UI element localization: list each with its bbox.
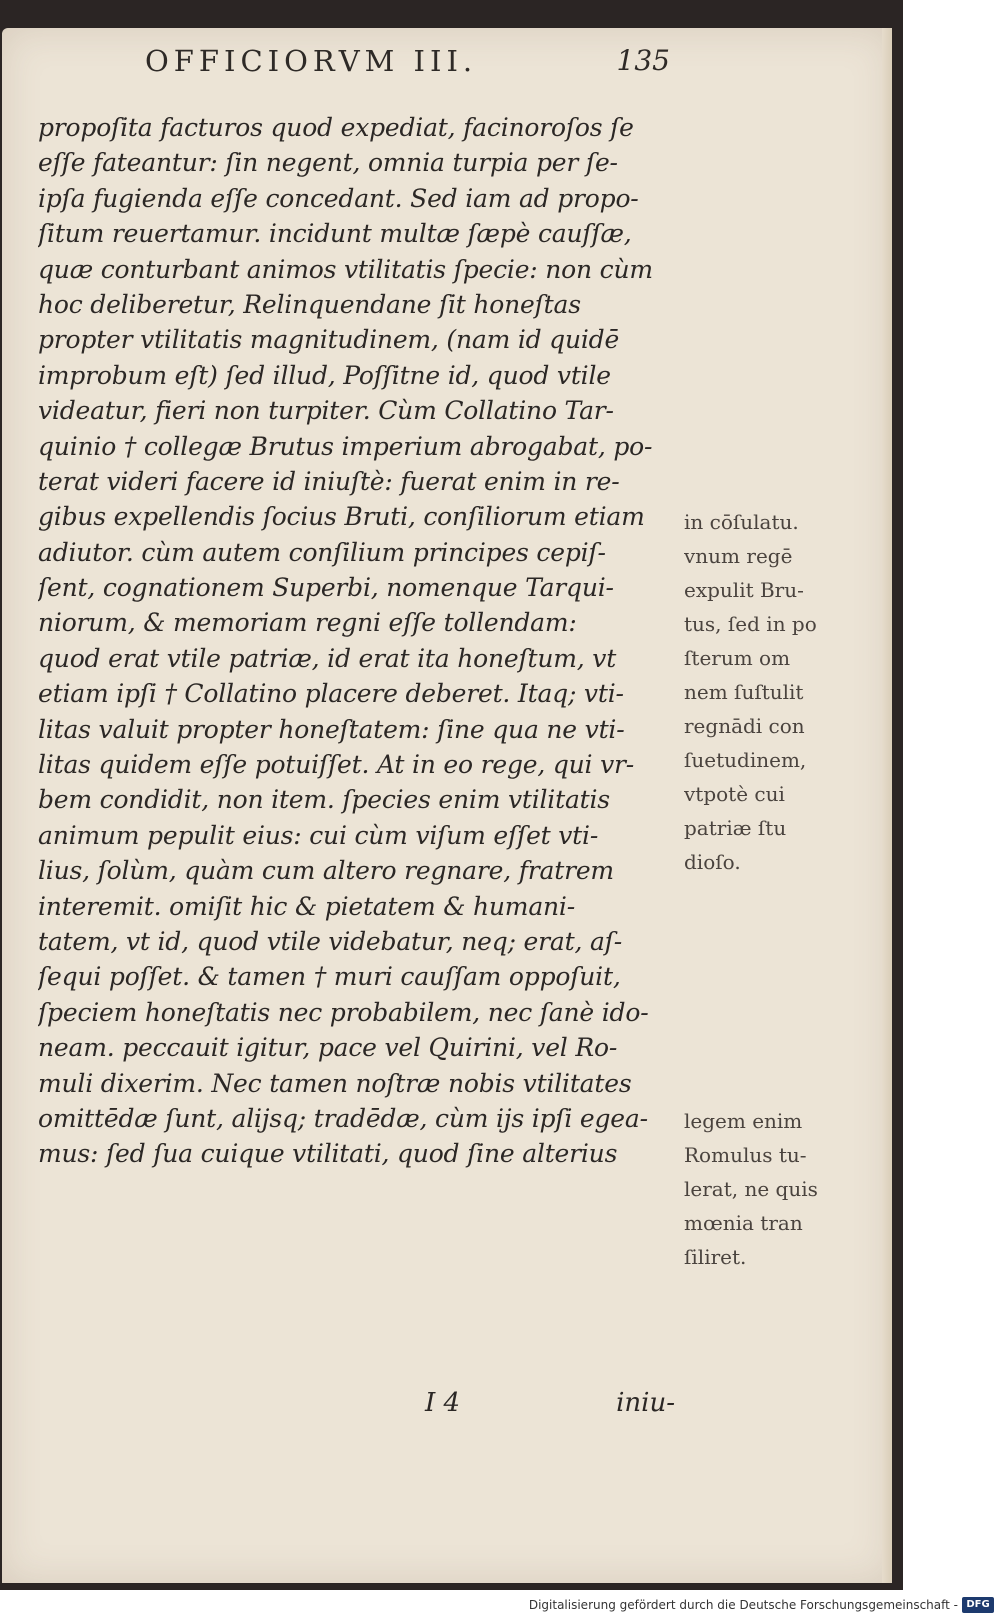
- margin-note-line: ſterum om: [684, 646, 791, 670]
- text-line: animum pepulit eius: cui cùm viſum eſſet vti-: [38, 820, 599, 850]
- text-line: adiutor. cùm autem conſilium principes cepiſ-: [38, 537, 606, 567]
- text-line: litas valuit propter honeſtatem: ſine qua ne vti-: [38, 714, 625, 744]
- digitization-footer: [0, 1590, 1000, 1623]
- text-line: ſequi poſſet. & tamen † muri cauſſam oppoſuit,: [38, 962, 621, 992]
- margin-note-line: Romulus tu-: [684, 1143, 807, 1167]
- running-head: OFFICIORVM III.: [145, 44, 478, 78]
- margin-note-line: vtpotè cui: [684, 782, 785, 806]
- text-line: ipſa fugienda eſſe concedant. Sed iam ad propo-: [38, 183, 639, 213]
- text-line: hoc deliberetur, Relinquendane ſit honeſtas: [38, 289, 581, 319]
- text-line: muli dixerim. Nec tamen noſtræ nobis vtilitates: [38, 1068, 632, 1098]
- dfg-logo: DFG: [962, 1597, 994, 1613]
- margin-note-romulus: [684, 1104, 844, 1274]
- margin-note-line: tus, ſed in po: [684, 612, 817, 636]
- margin-note-line: regnādi con: [684, 714, 805, 738]
- text-line: quod erat vtile patriæ, id erat ita honeſtum, vt: [38, 643, 617, 673]
- margin-note-line: legem enim: [684, 1109, 803, 1133]
- signature-line: [425, 1388, 675, 1424]
- margin-note-line: patriæ ſtu: [684, 816, 787, 840]
- margin-note-line: mœnia tran: [684, 1211, 803, 1235]
- text-line: quinio † collegæ Brutus imperium abrogabat, po-: [38, 431, 653, 461]
- margin-note-line: expulit Bru-: [684, 578, 804, 602]
- text-line: propter vtilitatis magnitudinem, (nam id quidē: [38, 325, 620, 355]
- text-line: bem condidit, non item. ſpecies enim vtilitatis: [38, 785, 610, 815]
- text-line: etiam ipſi † Collatino placere deberet. Itaq; vti-: [38, 679, 624, 709]
- margin-note-consulate: [684, 505, 844, 879]
- page-header: [145, 44, 670, 84]
- margin-note-line: nem ſuſtulit: [684, 680, 804, 704]
- margin-note-line: ſuetudinem,: [684, 748, 807, 772]
- text-line: neam. peccauit igitur, pace vel Quirini, vel Ro-: [38, 1033, 618, 1063]
- page-number: 135: [616, 44, 670, 77]
- catchword: iniu-: [616, 1388, 675, 1418]
- text-line: interemit. omiſit hic & pietatem & humani-: [38, 891, 575, 921]
- text-line: terat videri facere id iniuſtè: fuerat enim in re-: [38, 466, 620, 496]
- text-line: ſpeciem honeſtatis nec probabilem, nec ſanè ido-: [38, 997, 649, 1027]
- text-line: tatem, vt id, quod vtile videbatur, neq; erat, aſ-: [38, 926, 622, 956]
- text-line: ſitum reuertamur. incidunt multæ ſæpè cauſſæ,: [38, 219, 632, 249]
- margin-note-line: ſiliret.: [684, 1245, 747, 1269]
- text-line: omittēdæ ſunt, alijsq; tradēdæ, cùm ijs ipſi egea-: [38, 1103, 648, 1133]
- text-line: ſent, cognationem Superbi, nomenque Tarqui-: [38, 573, 614, 603]
- text-line: improbum eſt) ſed illud, Poſſitne id, quod vtile: [38, 360, 611, 390]
- text-line: lius, ſolùm, quàm cum altero regnare, fratrem: [38, 856, 614, 886]
- margin-note-line: in cōſulatu.: [684, 510, 799, 534]
- text-line: mus: ſed ſua cuique vtilitati, quod ſine alterius: [38, 1139, 618, 1169]
- signature-mark: I 4: [425, 1388, 461, 1418]
- page-edge: [882, 28, 892, 1583]
- margin-note-line: lerat, ne quis: [684, 1177, 818, 1201]
- text-line: niorum, & memoriam regni eſſe tollendam:: [38, 608, 577, 638]
- text-line: gibus expellendis ſocius Bruti, conſiliorum etiam: [38, 502, 645, 532]
- text-line: litas quidem eſſe potuiſſet. At in eo rege, qui vr-: [38, 750, 635, 780]
- margin-note-line: vnum regē: [684, 544, 793, 568]
- text-line: propoſita facturos quod expediat, facinoroſos ſe: [38, 113, 634, 142]
- text-line: eſſe fateantur: ſin negent, omnia turpia per ſe-: [38, 148, 618, 178]
- text-line: quæ conturbant animos vtilitatis ſpecie: non cùm: [38, 254, 653, 284]
- text-line: videatur, fieri non turpiter. Cùm Collatino Tar-: [38, 396, 614, 426]
- main-text-block: [38, 110, 678, 1172]
- funding-credit: Digitalisierung gefördert durch die Deutsche Forschungsgemeinschaft -: [528, 1598, 958, 1612]
- margin-note-line: dioſo.: [684, 850, 741, 874]
